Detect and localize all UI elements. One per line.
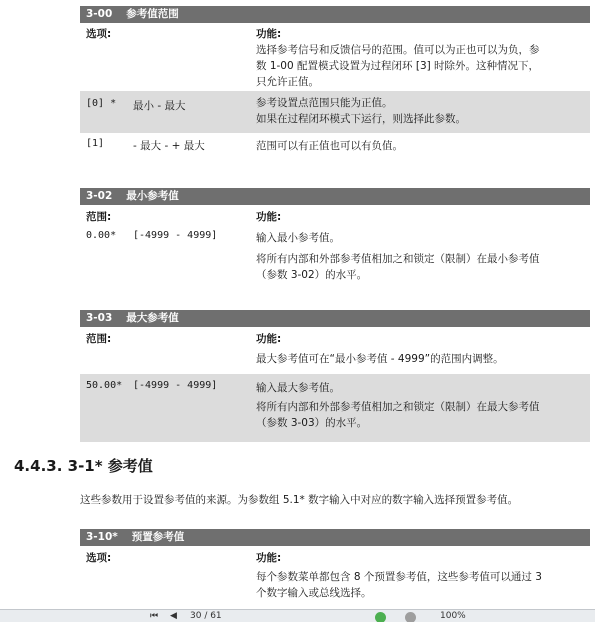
option-row-0 (80, 91, 590, 133)
param-code: 3-10* (86, 531, 118, 543)
option-name: 最小 - 最大 (133, 100, 186, 112)
function-text: 最大参考值可在“最小参考值 - 4999”的范围内调整。 (256, 353, 504, 365)
col-label-function: 功能: (256, 333, 282, 345)
option-key: [0] * (86, 98, 117, 109)
function-detail: 将所有内部和外部参考值相加之和锁定（限制）在最小参考值 （参数 3-02）的水平。 (256, 253, 540, 281)
col-label-function: 功能: (256, 552, 282, 564)
param-3-00 (80, 6, 590, 157)
default-value: 0.00* (86, 230, 117, 241)
col-label-options: 选项: (86, 28, 112, 40)
first-page-icon[interactable]: ⏮ (150, 611, 159, 621)
param-title: 预置参考值 (131, 531, 185, 543)
col-label-function: 功能: (256, 28, 282, 40)
col-label-function: 功能: (256, 211, 282, 223)
section-header (80, 188, 590, 205)
value-row (80, 374, 590, 442)
param-title: 最小参考值 (126, 190, 179, 202)
prev-page-icon[interactable]: ◀ (170, 611, 177, 621)
section-header (80, 6, 590, 23)
section-header (80, 529, 590, 546)
col-label-options: 选项: (86, 552, 112, 564)
param-description: 选择参考信号和反馈信号的范围。值可以为正也可以为负，参 数 1-00 配置模式设置为过程闭环 [3] 时除外。这种情况下， 只允许正值。 (256, 44, 540, 88)
param-code: 3-00 (86, 8, 113, 20)
option-description: 参考设置点范围只能为正值。 如果在过程闭环模式下运行，则选择此参数。 (256, 97, 466, 125)
function-detail: 将所有内部和外部参考值相加之和锁定（限制）在最大参考值 （参数 3-03）的水平。 (256, 401, 540, 429)
intro-paragraph: 这些参数用于设置参考值的来源。为参数组 5.1* 数字输入中对应的数字输入选择预置参考值。 (80, 494, 519, 506)
param-description: 每个参数菜单都包含 8 个预置参考值，这些参考值可以通过 3 个数字输入或总线选择。 (256, 571, 542, 599)
function-text: 输入最大参考值。 (256, 382, 340, 394)
param-code: 3-03 (86, 312, 113, 324)
section-heading: 4.4.3. 3-1* 参考值 (14, 457, 153, 475)
value-range: [-4999 - 4999] (133, 380, 218, 391)
param-3-03 (80, 310, 590, 442)
default-value: 50.00* (86, 380, 123, 391)
option-name: - 最大 - + 最大 (133, 140, 205, 152)
zoom-level[interactable]: 100% (440, 611, 466, 621)
param-3-10 (80, 529, 590, 608)
param-code: 3-02 (86, 190, 113, 202)
param-3-02 (80, 188, 590, 305)
col-label-range: 范围: (86, 211, 112, 223)
page-number-input[interactable]: 30 / 61 (190, 611, 222, 621)
option-row-1 (80, 133, 590, 157)
value-range: [-4999 - 4999] (133, 230, 218, 241)
viewer-toolbar (0, 609, 595, 622)
option-key: [1] (86, 138, 105, 149)
param-title: 最大参考值 (126, 312, 179, 324)
section-header (80, 310, 590, 327)
option-description: 范围可以有正值也可以有负值。 (256, 140, 403, 152)
col-label-range: 范围: (86, 333, 112, 345)
function-text: 输入最小参考值。 (256, 232, 340, 244)
param-title: 参考值范围 (126, 8, 179, 20)
